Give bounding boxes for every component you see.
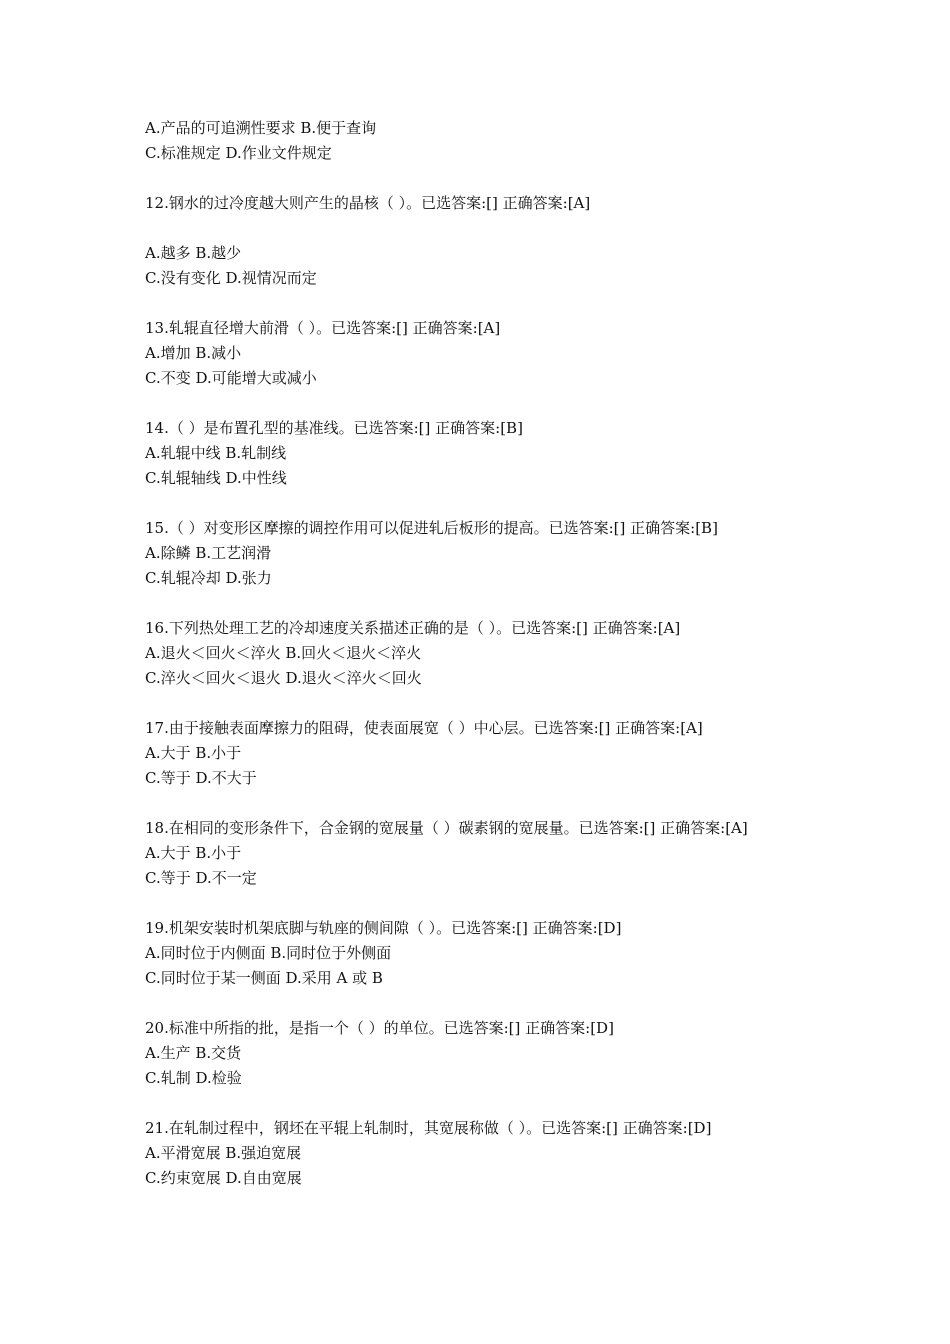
question-options-cd: C.约束宽展 D.自由宽展 [145,1169,302,1187]
question-options-ab: A.大于 B.小于 [145,844,242,862]
question-stem: 20.标准中所指的批，是指一个（ ）的单位。已选答案:[] 正确答案:[D] [145,1019,614,1037]
question-stem: 16.下列热处理工艺的冷却速度关系描述正确的是（ ）。已选答案:[] 正确答案:[A] [145,619,681,637]
question-options-ab: A.除鳞 B.工艺润滑 [145,544,272,562]
question-options-cd: C.轧辊冷却 D.张力 [145,569,272,587]
question-options-cd: C.淬火＜回火＜退火 D.退火＜淬火＜回火 [145,669,422,687]
question-options-cd: C.不变 D.可能增大或减小 [145,369,317,387]
question-stem: 18.在相同的变形条件下，合金钢的宽展量（ ）碳素钢的宽展量。已选答案:[] 正确答案:[A] [145,819,748,837]
question-stem: 13.轧辊直径增大前滑（ ）。已选答案:[] 正确答案:[A] [145,319,501,337]
question-stem: 17.由于接触表面摩擦力的阻碍，使表面展宽（ ）中心层。已选答案:[] 正确答案:[A] [145,719,703,737]
question-stem: 21.在轧制过程中，钢坯在平辊上轧制时，其宽展称做（ ）。已选答案:[] 正确答案:[D] [145,1119,712,1137]
question-options-cd: C.轧制 D.检验 [145,1069,242,1087]
document-page [145,116,845,1191]
question-options-cd: C.轧辊轴线 D.中性线 [145,469,287,487]
question-options-ab: A.同时位于内侧面 B.同时位于外侧面 [145,944,392,962]
question-options-cd: C.同时位于某一侧面 D.采用 A 或 B [145,969,383,987]
question-options-cd: C.等于 D.不大于 [145,769,257,787]
question-options-cd: C.等于 D.不一定 [145,869,257,887]
intro-options-cd: C.标准规定 D.作业文件规定 [145,144,332,162]
question-options-cd: C.没有变化 D.视情况而定 [145,269,317,287]
question-options-ab: A.生产 B.交货 [145,1044,242,1062]
question-options-ab: A.退火＜回火＜淬火 B.回火＜退火＜淬火 [145,644,422,662]
question-options-ab: A.轧辊中线 B.轧制线 [145,444,287,462]
intro-options-ab: A.产品的可追溯性要求 B.便于查询 [145,119,377,137]
question-stem: 12.钢水的过冷度越大则产生的晶核（ ）。已选答案:[] 正确答案:[A] [145,194,591,212]
question-options-ab: A.增加 B.减小 [145,344,242,362]
question-options-ab: A.越多 B.越少 [145,244,242,262]
question-options-ab: A.平滑宽展 B.强迫宽展 [145,1144,302,1162]
question-stem: 15.（ ）对变形区摩擦的调控作用可以促进轧后板形的提高。已选答案:[] 正确答案:[B] [145,519,718,537]
question-stem: 19.机架安装时机架底脚与轨座的侧间隙（ ）。已选答案:[] 正确答案:[D] [145,919,622,937]
question-stem: 14.（ ）是布置孔型的基准线。已选答案:[] 正确答案:[B] [145,419,523,437]
question-options-ab: A.大于 B.小于 [145,744,242,762]
